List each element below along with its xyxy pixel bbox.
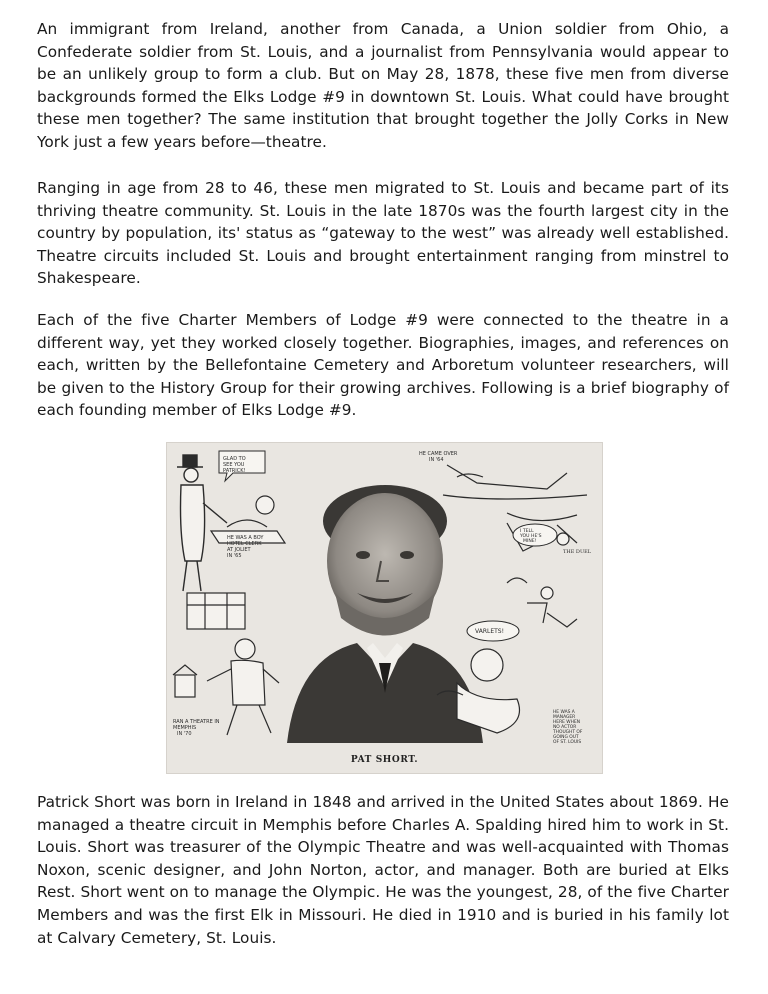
came-over-label: HE CAME OVER IN '64 — [419, 451, 458, 463]
figure-caption: PAT SHORT. — [350, 755, 419, 765]
manager-label: HE WAS A MANAGER HERE WHEN NO ACTOR THOUGHT OF GOING OUT OF ST. LOUIS — [553, 710, 583, 745]
small-building-sketch — [173, 665, 197, 697]
speech-bubble-varlets — [467, 621, 519, 641]
speech-bubble-glad — [219, 451, 265, 481]
pat-short-illustration — [166, 442, 603, 774]
charter-members-paragraph: Each of the five Charter Members of Lodge #9 were connected to the theatre in a different way, yet they worked closely together. Biographies, images, and references on each, written by the Bellefontaine Cemetery and Arboretum volunteer researchers, will be given to the History Group for their growing archives. Following is a brief biography of each founding member of Elks Lodge #9. — [37, 311, 729, 420]
cartoon-man-with-hat — [177, 455, 227, 591]
trunk-sketch — [187, 593, 245, 629]
portrait-head — [323, 485, 447, 636]
memphis-label: RAN A THEATRE IN MEMPHIS IN '70 — [173, 719, 220, 737]
actors-sketch — [507, 578, 577, 627]
speech-bubble-i-tell — [513, 524, 557, 546]
i-tell-bubble-text: I TELL YOU HE'S MINE! — [520, 529, 542, 544]
intro-paragraph: An immigrant from Ireland, another from Canada, a Union soldier from Ohio, a Confederate soldier from St. Louis, and a journalist from Pennsylvania would appear to be an unlikely group to form a club. But on May 28, 1878, these five men from diverse backgrounds formed the Elks Lodge #9 in downtown St. Louis. What could have brought these men together? The same institution that brought together the Jolly Corks in New York just a few years before—theatre. — [37, 20, 729, 151]
varlets-bubble-text: VARLETS! — [475, 628, 505, 635]
duel-label: THE DUEL — [563, 549, 592, 555]
portrait-suit — [287, 643, 483, 743]
patrick-short-biography: Patrick Short was born in Ireland in 1848 and arrived in the United States about 1869. He managed a theatre circuit in Memphis before Charles A. Spalding hired him to work in St. Louis. Short was treasurer of the Olympic Theatre and was well-acquainted with Thomas Noxon, scenic designer, and John Norton, actor, and manager. Both are buried at Elks Rest. Short went on to manage the Olympic. He was the youngest, 28, of the five Charter Members and was the first Elk in Missouri. He died in 1910 and is buried in his family lot at Calvary Cemetery, St. Louis. — [37, 793, 729, 947]
hotel-clerk-label: HE WAS A BOY HOTEL CLERK AT JOLIET IN '65 — [227, 535, 264, 559]
community-paragraph: Ranging in age from 28 to 46, these men migrated to St. Louis and became part of its thriving theatre community. St. Louis in the late 1870s was the fourth largest city in the country by population, its' status as “gateway to the west” was already well established. Theatre circuits included St. Louis and brought entertainment ranging from minstrel to Shakespeare. — [37, 179, 729, 288]
newspaper-cartoon-drawing — [167, 443, 602, 773]
glad-bubble-text: GLAD TO SEE YOU PATRICK! — [223, 456, 246, 474]
boat-scene — [443, 465, 587, 521]
